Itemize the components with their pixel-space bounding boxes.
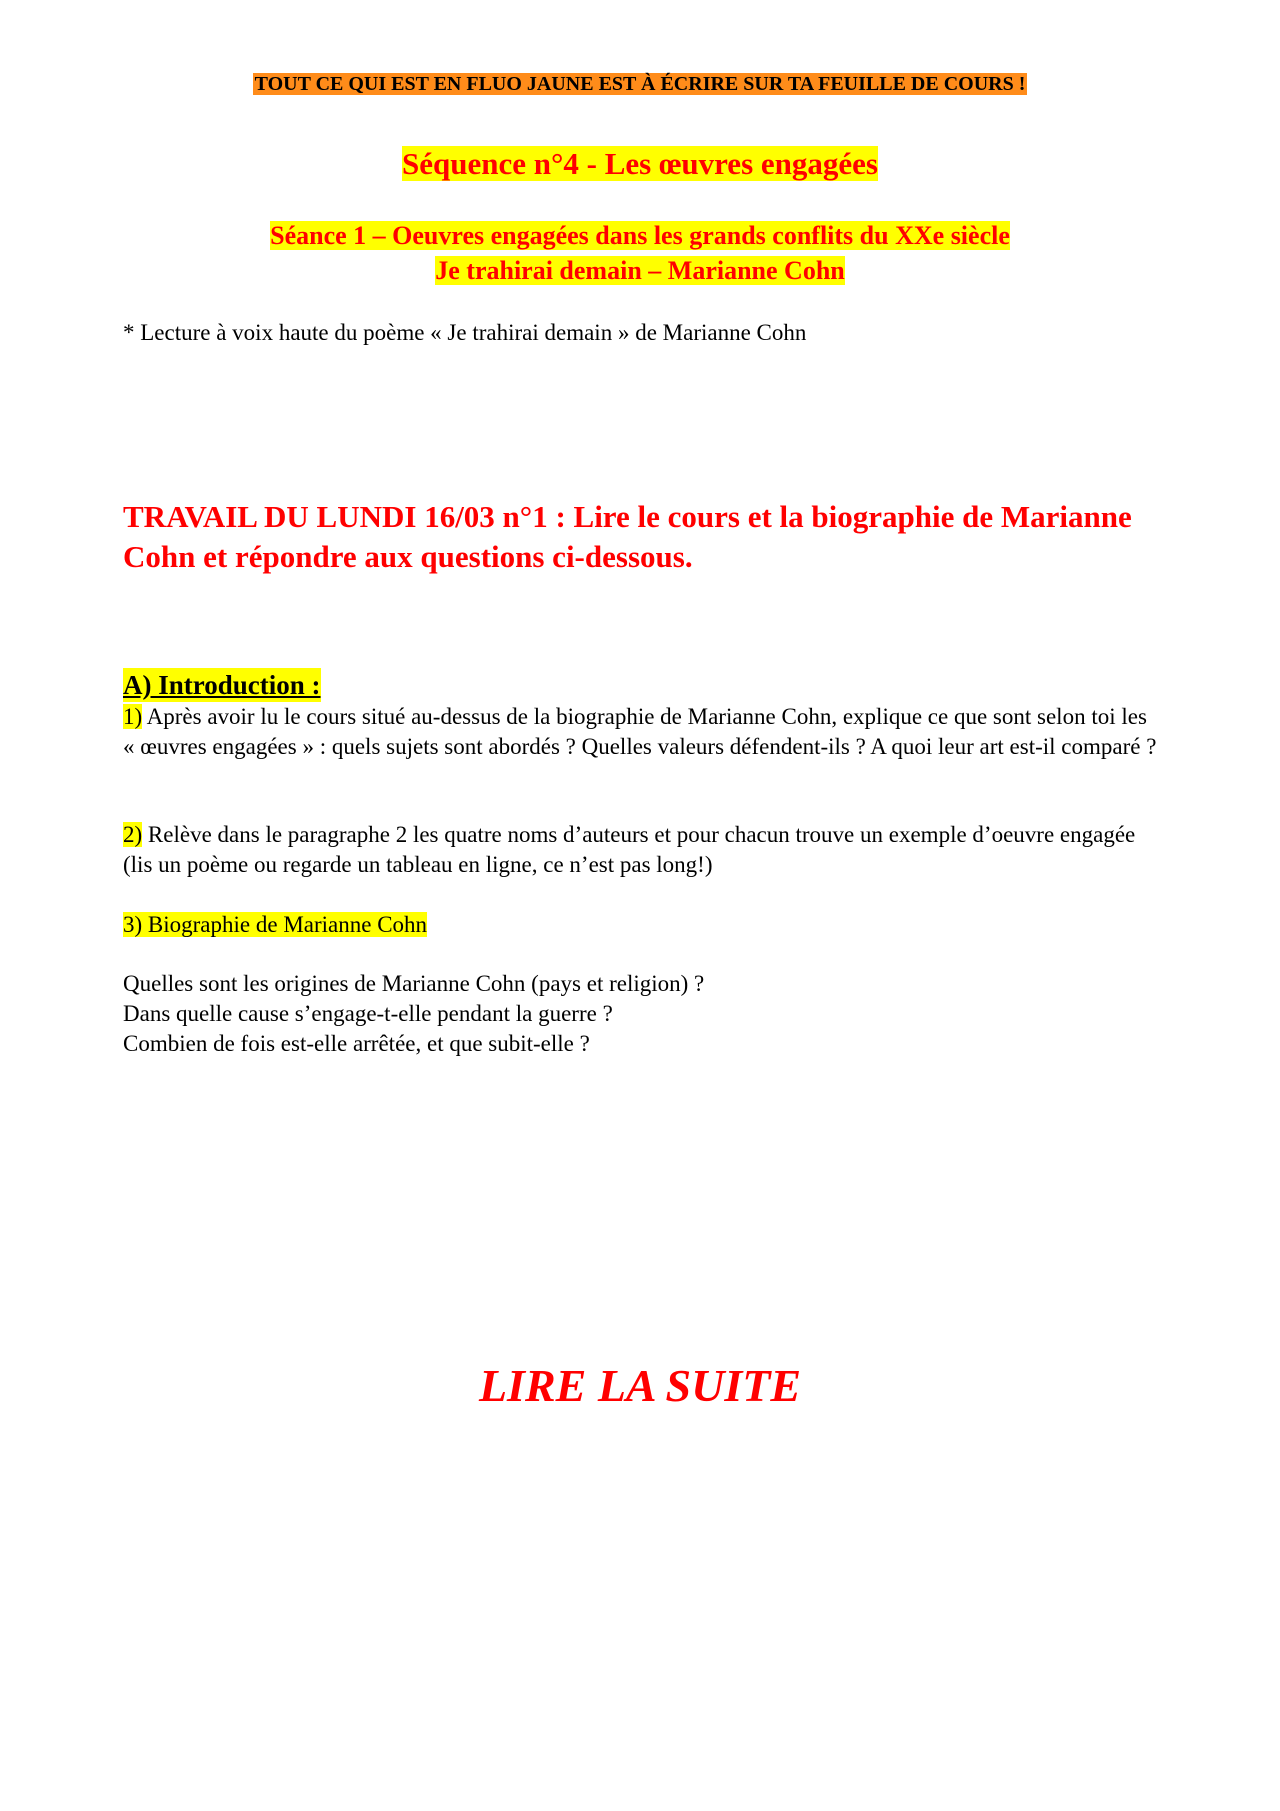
question-1-number: 1) xyxy=(123,704,143,729)
seance-line-2: Je trahirai demain – Marianne Cohn xyxy=(435,256,845,285)
assignment-heading: TRAVAIL DU LUNDI 16/03 n°1 : Lire le cours et la biographie de Marianne Cohn et répondre aux questions ci-dessous. xyxy=(123,499,1132,574)
read-more-text: LIRE LA SUITE xyxy=(478,1360,802,1411)
instruction-banner xyxy=(0,70,1280,98)
seance-heading xyxy=(0,218,1280,288)
question-1-text: Après avoir lu le cours situé au-dessus de la biographie de Marianne Cohn, explique ce que sont selon toi les « œuvres engagées » : quels sujets sont abordés ? Quelles valeurs défendent-ils ? A quoi leur art est-il comparé ? xyxy=(123,704,1157,759)
question-2-number: 2) xyxy=(123,822,143,847)
sequence-title-text: Séquence n°4 - Les œuvres engagées xyxy=(402,146,878,181)
section-a-title: A) Introduction : xyxy=(123,670,321,700)
question-2-text: Relève dans le paragraphe 2 les quatre noms d’auteurs et pour chacun trouve un exemple d’oeuvre engagée (lis un poème ou regarde un tableau en ligne, ce n’est pas long!) xyxy=(123,822,1136,877)
biography-question: Combien de fois est-elle arrêtée, et que subit-elle ? xyxy=(123,1031,590,1056)
banner-text: TOUT CE QUI EST EN FLUO JAUNE EST À ÉCRIRE SUR TA FEUILLE DE COURS ! xyxy=(254,73,1026,95)
biography-question: Quelles sont les origines de Marianne Cohn (pays et religion) ? xyxy=(123,971,705,996)
biography-question: Dans quelle cause s’engage-t-elle pendant la guerre ? xyxy=(123,1001,613,1026)
question-1 xyxy=(123,702,1163,762)
lecture-instruction: * Lecture à voix haute du poème « Je trahirai demain » de Marianne Cohn xyxy=(123,320,807,345)
biography-questions xyxy=(123,969,1163,1059)
question-3-label: 3) Biographie de Marianne Cohn xyxy=(123,912,428,937)
question-3 xyxy=(123,910,1163,940)
seance-line-1: Séance 1 – Oeuvres engagées dans les grands conflits du XXe siècle xyxy=(270,221,1010,250)
question-2 xyxy=(123,820,1163,880)
sequence-title xyxy=(0,144,1280,184)
